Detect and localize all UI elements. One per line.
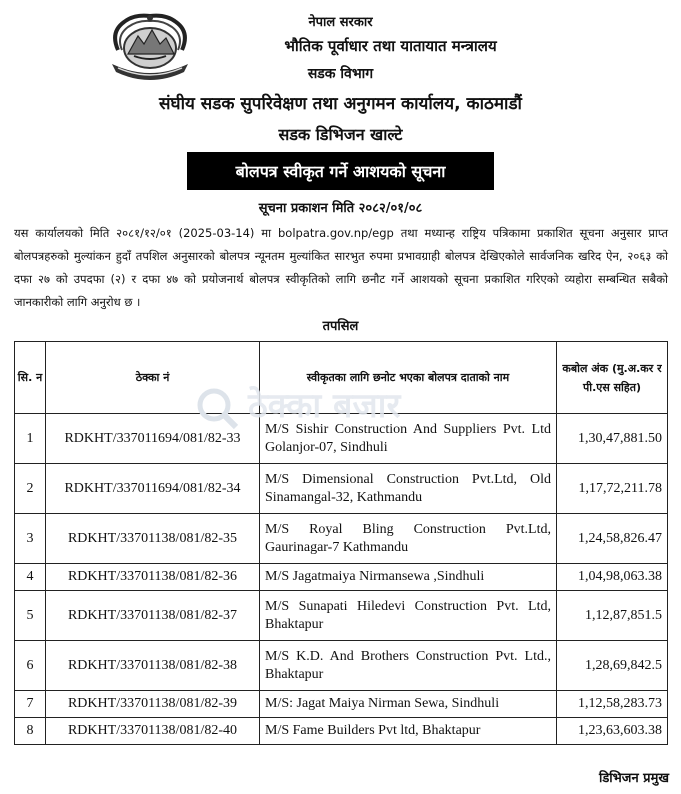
cell-amount: 1,23,63,603.38	[557, 718, 668, 745]
cell-sn: 5	[15, 591, 46, 641]
col-header-amount: कबोल अंक (मु.अ.कर र पी.एस सहित)	[557, 342, 668, 414]
cell-sn: 8	[15, 718, 46, 745]
cell-amount: 1,30,47,881.50	[557, 414, 668, 464]
publish-date: सूचना प्रकाशन मिति २०८२/०१/०८	[258, 201, 423, 216]
signature-title: डिभिजन प्रमुख	[598, 771, 669, 786]
col-header-contract: ठेक्का नं	[46, 342, 260, 414]
col-header-bidder: स्वीकृतका लागि छनोट भएका बोलपत्र दाताको नाम	[260, 342, 557, 414]
cell-sn: 7	[15, 691, 46, 718]
table-row	[15, 691, 668, 718]
notice-body: यस कार्यालयको मिति २०८१/१२/०१ (2025-03-14) मा bolpatra.gov.np/egp तथा मध्यान्ह राष्ट्रिय पत्रिकामा प्रकाशित सूचना अनुसार प्राप्त बोलपत्रहरुको मुल्यांकन हुदाँ तपशिल अनुसारको बोलपत्र न्यूनतम मुल्यांकित सारभुत रुपमा प्रभावग्राही बोलपत्र देखिएकोले सार्वजनिक खरिद ऐन, २०६३ को दफा २७ को उपदफा (२) र दफा ४७ को प्रयोजनार्थ बोलपत्र स्वीकृतिको लागि छनौट गर्ने आशयको सूचना प्रकाशित गरिएको व्यहोरा सम्बन्धित सबैको जानकारीको लागि अनुरोध छ ।	[14, 226, 668, 309]
cell-sn: 3	[15, 514, 46, 564]
government-name: नेपाल सरकार	[308, 15, 373, 30]
table-heading: तपसिल	[322, 319, 359, 334]
table-row	[15, 464, 668, 514]
cell-bidder: M/S Dimensional Construction Pvt.Ltd, Old Sinamangal-32, Kathmandu	[260, 464, 557, 514]
table-row	[15, 591, 668, 641]
table-row	[15, 514, 668, 564]
cell-bidder: M/S Fame Builders Pvt ltd, Bhaktapur	[260, 718, 557, 745]
cell-bidder: M/S Jagatmaiya Nirmansewa ,Sindhuli	[260, 564, 557, 591]
cell-amount: 1,24,58,826.47	[557, 514, 668, 564]
cell-contract: RDKHT/33701138/081/82-39	[46, 691, 260, 718]
cell-sn: 6	[15, 641, 46, 691]
cell-contract: RDKHT/33701138/081/82-36	[46, 564, 260, 591]
cell-bidder: M/S Sishir Construction And Suppliers Pvt. Ltd Golanjor-07, Sindhuli	[260, 414, 557, 464]
cell-contract: RDKHT/33701138/081/82-35	[46, 514, 260, 564]
table-row	[15, 641, 668, 691]
watermark-text: ठेक्का बजार	[248, 386, 401, 426]
cell-sn: 1	[15, 414, 46, 464]
table-header-row	[15, 342, 668, 414]
cell-contract: RDKHT/33701138/081/82-38	[46, 641, 260, 691]
cell-amount: 1,28,69,842.5	[557, 641, 668, 691]
cell-contract: RDKHT/337011694/081/82-34	[46, 464, 260, 514]
office-name: संघीय सडक सुपरिवेक्षण तथा अनुगमन कार्यालय, काठमाडौं	[159, 94, 522, 114]
cell-bidder: M/S Sunapati Hiledevi Construction Pvt. Ltd, Bhaktapur	[260, 591, 557, 641]
cell-amount: 1,17,72,211.78	[557, 464, 668, 514]
cell-sn: 2	[15, 464, 46, 514]
table-row	[15, 718, 668, 745]
table-row	[15, 564, 668, 591]
table-row	[15, 414, 668, 464]
notice-title: बोलपत्र स्वीकृत गर्ने आशयको सूचना	[187, 152, 494, 190]
cell-sn: 4	[15, 564, 46, 591]
ministry-name: भौतिक पूर्वाधार तथा यातायात मन्त्रालय	[284, 37, 497, 55]
cell-bidder: M/S: Jagat Maiya Nirman Sewa, Sindhuli	[260, 691, 557, 718]
bid-table	[14, 341, 667, 745]
col-header-sn: सि. न	[15, 342, 46, 414]
department-name: सडक विभाग	[307, 66, 374, 82]
cell-amount: 1,12,87,851.5	[557, 591, 668, 641]
cell-amount: 1,04,98,063.38	[557, 564, 668, 591]
cell-contract: RDKHT/337011694/081/82-33	[46, 414, 260, 464]
cell-contract: RDKHT/33701138/081/82-37	[46, 591, 260, 641]
cell-bidder: M/S K.D. And Brothers Construction Pvt. Ltd., Bhaktapur	[260, 641, 557, 691]
division-name: सडक डिभिजन खाल्टे	[278, 125, 403, 144]
cell-contract: RDKHT/33701138/081/82-40	[46, 718, 260, 745]
cell-bidder: M/S Royal Bling Construction Pvt.Ltd, Gaurinagar-7 Kathmandu	[260, 514, 557, 564]
cell-amount: 1,12,58,283.73	[557, 691, 668, 718]
